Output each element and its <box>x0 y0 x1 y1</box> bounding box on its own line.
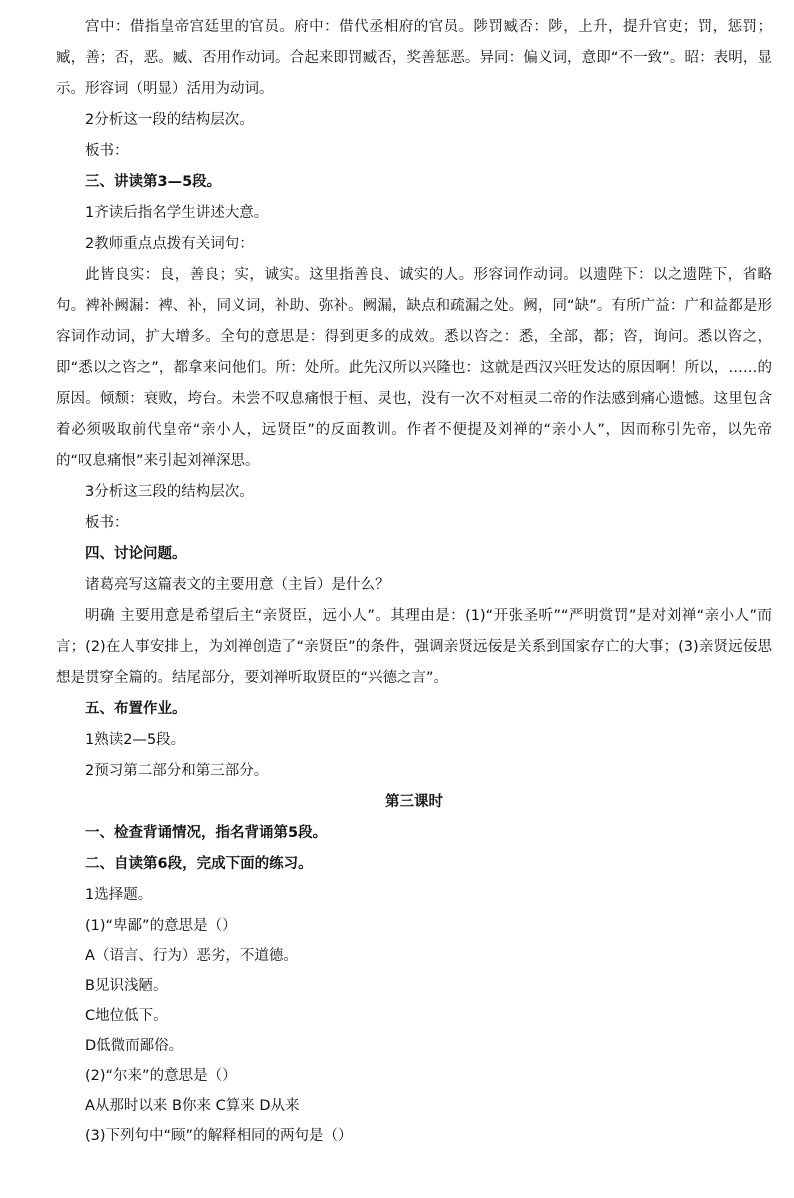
heading-section-5: 五、布置作业。 <box>85 701 187 717</box>
paragraph-answer: 明确 主要用意是希望后主“亲贤臣，远小人”。其理由是：(1)“开张圣听”“严明赏罚”是对刘禅“亲小人”而言；(2)在人事安排上，为刘禅创造了“亲贤臣”的条件，强调亲贤远佞是关系到国家存亡的大事；(3)亲贤远佞思想是贯穿全篇的。结尾部分，要刘禅听取贤臣的“兴德之言”。 <box>56 608 772 686</box>
paragraph-step-2: 2教师重点点拨有关词句： <box>85 236 254 252</box>
heading-step-2: 二、自读第6段，完成下面的练习。 <box>85 856 313 872</box>
heading-section-4: 四、讨论问题。 <box>85 546 187 562</box>
paragraph-structure-1: 2分析这一段的结构层次。 <box>85 112 254 128</box>
document-body <box>56 12 772 1151</box>
question-1-option-c: C地位低下。 <box>85 1008 168 1024</box>
paragraph-vocab-2: 此皆良实：良，善良；实，诚实。这里指善良、诚实的人。形容词作动词。以遗陛下：以之遗陛下，省略句。裨补阙漏：裨、补，同义词，补助、弥补。阙漏，缺点和疏漏之处。阙，同“缺”。有所广益：广和益都是形容词作动词，扩大增多。全句的意思是：得到更多的成效。悉以咨之：悉，全部，都；咨，询问。悉以咨之，即“悉以之咨之”，都拿来问他们。所：处所。此先汉所以兴隆也：这就是西汉兴旺发达的原因啊！所以，……的原因。倾颓：衰败，垮台。未尝不叹息痛恨于桓、灵也，没有一次不对桓灵二帝的作法感到痛心遗憾。这里包含着必须吸取前代皇帝“亲小人，远贤臣”的反面教训。作者不便提及刘禅的“亲小人”，因而称引先帝，以先帝的“叹息痛恨”来引起刘禅深思。 <box>56 267 772 469</box>
paragraph-vocab-1: 宫中：借指皇帝宫廷里的官员。府中：借代丞相府的官员。陟罚臧否：陟，上升，提升官吏；罚，惩罚；臧，善；否，恶。臧、否用作动词。合起来即罚臧否，奖善惩恶。异同：偏义词，意即“不一致”。昭：表明，显示。形容词（明显）活用为动词。 <box>56 19 772 97</box>
question-2-options: A从那时以来 B你来 C算来 D从来 <box>85 1098 300 1114</box>
paragraph-question: 诸葛亮写这篇表文的主要用意（主旨）是什么？ <box>85 577 390 593</box>
section-title: 第三课时 <box>385 794 443 810</box>
question-1-option-d: D低微而鄙俗。 <box>85 1038 184 1054</box>
paragraph-choice-title: 1选择题。 <box>85 887 153 903</box>
question-3: (3)下列句中“顾”的解释相同的两句是（） <box>85 1128 353 1144</box>
paragraph-board-2: 板书： <box>85 515 129 531</box>
heading-step-1: 一、检查背诵情况，指名背诵第5段。 <box>85 825 328 841</box>
question-1: (1)“卑鄙”的意思是（） <box>85 918 237 934</box>
question-1-option-a: A（语言、行为）恶劣，不道德。 <box>85 948 298 964</box>
paragraph-structure-2: 3分析这三段的结构层次。 <box>85 484 254 500</box>
question-2: (2)“尔来”的意思是（） <box>85 1068 237 1084</box>
question-1-option-b: B见识浅陋。 <box>85 978 168 994</box>
paragraph-homework-1: 1熟读2—5段。 <box>85 732 186 748</box>
heading-section-3: 三、讲读第3—5段。 <box>85 174 222 190</box>
paragraph-homework-2: 2预习第二部分和第三部分。 <box>85 763 269 779</box>
paragraph-board-1: 板书： <box>85 143 129 159</box>
paragraph-step-1: 1齐读后指名学生讲述大意。 <box>85 205 269 221</box>
